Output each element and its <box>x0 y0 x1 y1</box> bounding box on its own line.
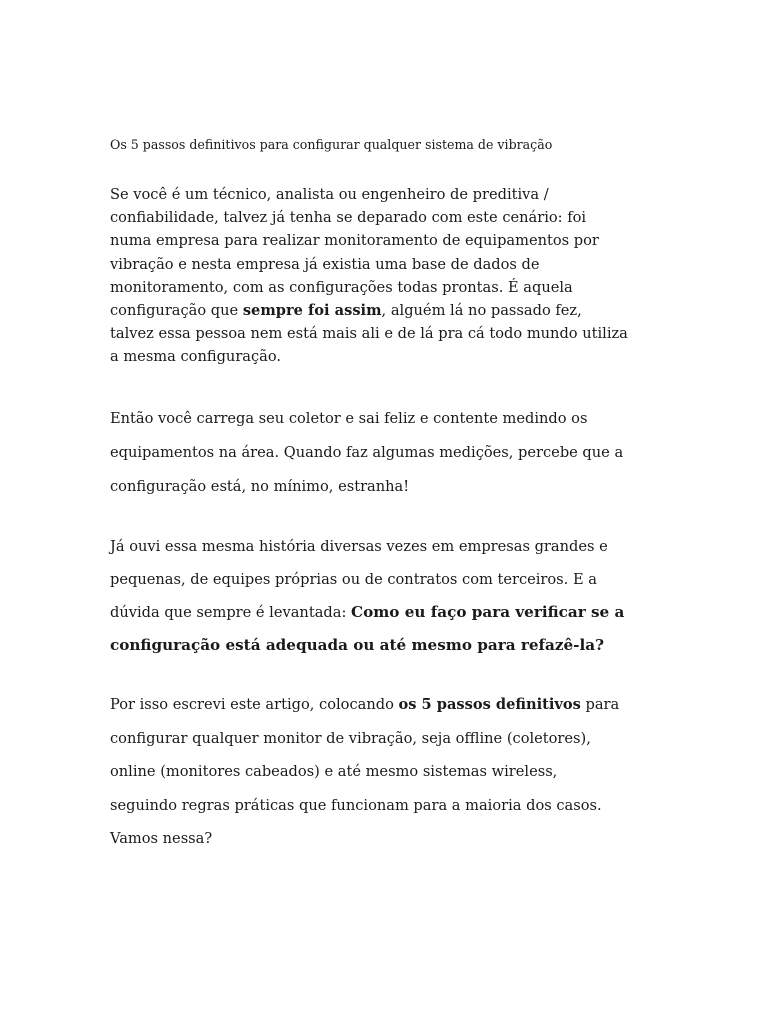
paragraph-line: seguindo regras práticas que funcionam para a maioria dos casos. <box>110 796 602 814</box>
bold-text: os 5 passos definitivos <box>398 696 581 713</box>
paragraph-line <box>110 299 670 322</box>
bold-question: configuração está adequada ou até mesmo para refazê-la? <box>110 636 604 654</box>
paragraph-line: confiabilidade, talvez já tenha se deparado com este cenário: foi <box>110 209 587 227</box>
bold-question: Como eu faço para verificar se a <box>351 603 625 621</box>
paragraph-line: talvez essa pessoa nem está mais ali e de lá pra cá todo mundo utiliza <box>110 325 628 343</box>
paragraph-line: configuração está, no mínimo, estranha! <box>110 478 410 495</box>
paragraph-line: configurar qualquer monitor de vibração, seja offline (coletores), <box>110 729 591 747</box>
paragraph-line: monitoramento, com as configurações todas prontas. É aquela <box>110 278 573 296</box>
paragraph-line: Então você carrega seu coletor e sai feliz e contente medindo os <box>110 410 588 427</box>
paragraph-intro <box>110 183 670 369</box>
paragraph-question <box>110 530 670 662</box>
text-run: dúvida que sempre é levantada: <box>110 604 351 621</box>
paragraph-line: Já ouvi essa mesma história diversas vezes em empresas grandes e <box>110 538 608 555</box>
paragraph-article <box>110 688 670 856</box>
paragraph-line <box>110 688 670 722</box>
paragraph-collector <box>110 402 670 504</box>
bold-text: sempre foi assim <box>242 302 382 320</box>
paragraph-line: equipamentos na área. Quando faz algumas medições, percebe que a <box>110 444 624 461</box>
paragraph-line: vibração e nesta empresa já existia uma base de dados de <box>110 255 540 273</box>
paragraph-line: Vamos nessa? <box>110 830 213 847</box>
paragraph-line: a mesma configuração. <box>110 348 282 366</box>
paragraph-line <box>110 629 670 662</box>
text-run: Por isso escrevi este artigo, colocando <box>110 696 399 713</box>
text-run: para <box>580 696 620 713</box>
paragraph-line: online (monitores cabeados) e até mesmo sistemas wireless, <box>110 763 558 780</box>
text-run: configuração que <box>110 302 243 320</box>
text-run: , alguém lá no passado fez, <box>381 302 582 320</box>
paragraph-line <box>110 596 670 629</box>
paragraph-line: numa empresa para realizar monitoramento de equipamentos por <box>110 232 599 250</box>
document-title: Os 5 passos definitivos para configurar qualquer sistema de vibração <box>110 137 553 152</box>
paragraph-line: pequenas, de equipes próprias ou de contratos com terceiros. E a <box>110 571 597 588</box>
paragraph-line: Se você é um técnico, analista ou engenheiro de preditiva / <box>110 186 549 203</box>
